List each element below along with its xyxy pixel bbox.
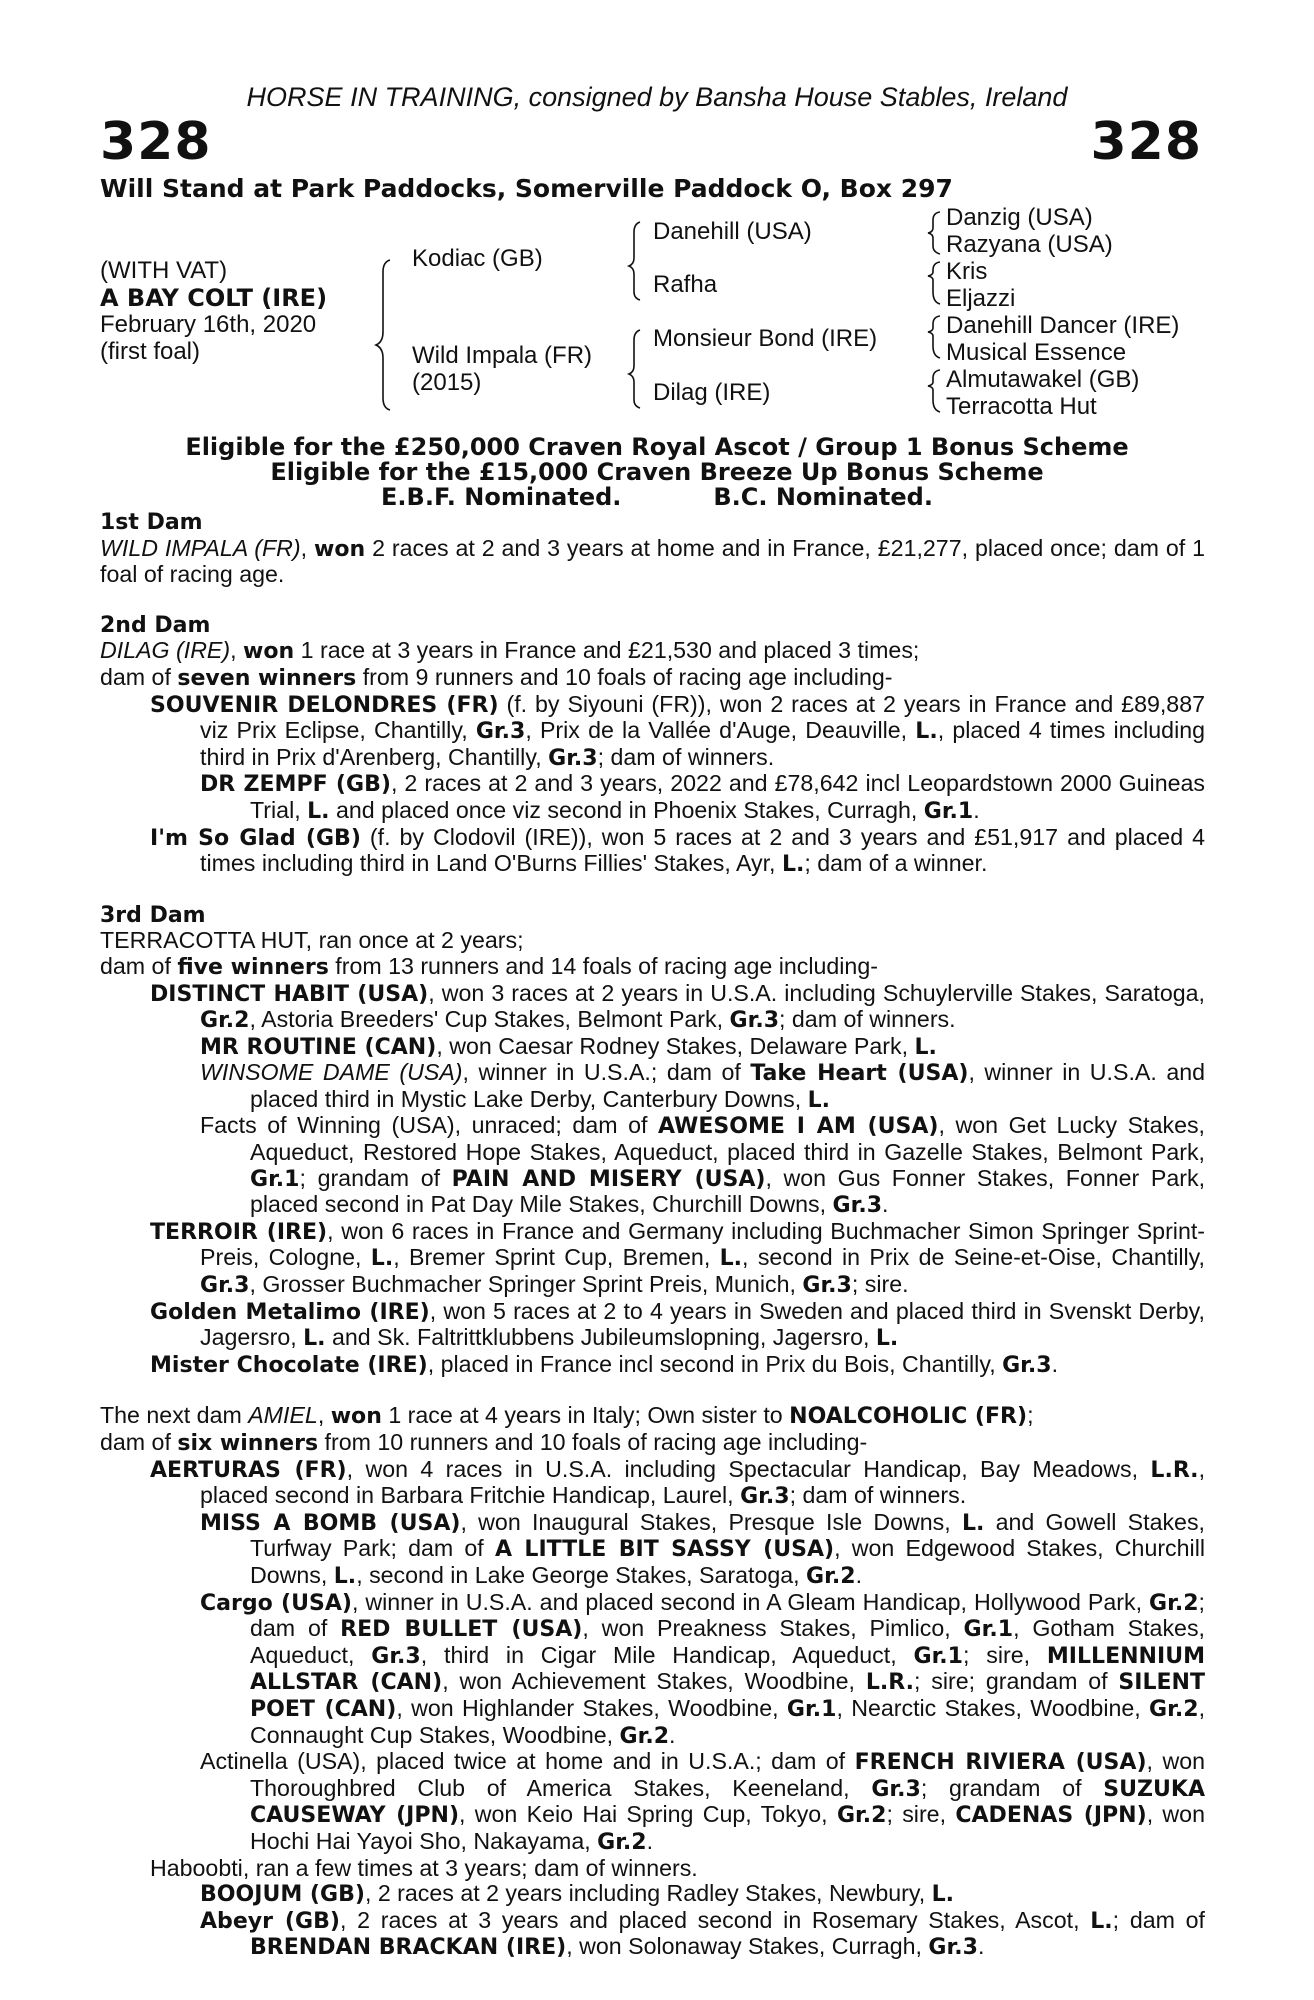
notes-body	[100, 536, 1205, 1961]
pedigree-paragraph: Haboobti, ran a few times at 3 years; dam of winners.	[150, 1854, 698, 1881]
pedigree-paragraph: dam of seven winners from 9 runners and 10 foals of racing age including-	[100, 663, 893, 691]
gen3-8: Terracotta Hut	[946, 393, 1097, 420]
gen3-5: Danehill Dancer (IRE)	[946, 312, 1180, 339]
pedigree-paragraph: DILAG (IRE), won 1 race at 3 years in France and £21,530 and placed 3 times;	[100, 637, 920, 665]
gen3-2: Razyana (USA)	[946, 231, 1113, 258]
gen2-dam-sire: Monsieur Bond (IRE)	[653, 325, 878, 352]
pedigree-paragraph: WILD IMPALA (FR), won 2 races at 2 and 3 years at home and in France, £21,277, placed once; dam of 1 foal of racing age.	[100, 534, 1205, 588]
sire-name: Kodiac (GB)	[412, 245, 543, 272]
lot-number-left: 328	[100, 112, 212, 172]
pedigree-paragraph: MISS A BOMB (USA), won Inaugural Stakes, Presque Isle Downs, L. and Gowell Stakes, Turfway Park; dam of A LITTLE BIT SASSY (USA), won Edgewood Stakes, Churchill Downs, L., second in Lake George Stakes, Saratoga, Gr.2.	[200, 1508, 1206, 1589]
section-heading-1st-dam: 1st Dam	[100, 510, 203, 535]
vat-note: (WITH VAT)	[100, 257, 228, 284]
pedigree-paragraph: dam of five winners from 13 runners and 14 foals of racing age including-	[100, 952, 878, 980]
pedigree-paragraph: Golden Metalimo (IRE), won 5 races at 2 to 4 years in Sweden and placed third in Svenskt Derby, Jagersro, L. and Sk. Faltrittklubbens Jubileumslopning, Jagersro, L.	[150, 1297, 1205, 1352]
pedigree-paragraph: Mister Chocolate (IRE), placed in France incl second in Prix du Bois, Chantilly, Gr.3.	[150, 1350, 1059, 1378]
gen2-sire-dam: Rafha	[653, 271, 718, 298]
gen2-dam-dam: Dilag (IRE)	[653, 379, 771, 406]
eligibility-breeze-up: Eligible for the £15,000 Craven Breeze Up Bonus Scheme	[270, 458, 1044, 486]
pedigree-paragraph: MR ROUTINE (CAN), won Caesar Rodney Stakes, Delaware Park, L.	[200, 1032, 937, 1060]
lot-number-right: 328	[1090, 112, 1202, 172]
pedigree-paragraph: BOOJUM (GB), 2 races at 2 years including Radley Stakes, Newbury, L.	[200, 1880, 955, 1908]
gen3-3: Kris	[946, 258, 988, 285]
pedigree-paragraph: TERROIR (IRE), won 6 races in France and Germany including Buchmacher Simon Springer Sprint-Preis, Cologne, L., Bremer Sprint Cup, Bremen, L., second in Prix de Seine-et-Oise, Chantilly, Gr.3, Grosser Buchmacher Springer Sprint Preis, Munich, Gr.3; sire.	[150, 1217, 1206, 1299]
gen2-sire-sire: Danehill (USA)	[653, 218, 812, 245]
pedigree-paragraph: WINSOME DAME (USA), winner in U.S.A.; dam of Take Heart (USA), winner in U.S.A. and placed third in Mystic Lake Derby, Canterbury Downs, L.	[200, 1059, 1206, 1113]
paragraph-spacer	[100, 878, 1205, 903]
pedigree-paragraph: Cargo (USA), winner in U.S.A. and placed second in A Gleam Handicap, Hollywood Park, Gr.2; dam of RED BULLET (USA), won Preakness Stakes, Pimlico, Gr.1, Gotham Stakes, Aqueduct, Gr.3, third in Cigar Mile Handicap, Aqueduct, Gr.1; sire, MILLENNIUM ALLSTAR (CAN), won Achievement Stakes, Woodbine, L.R.; sire; grandam of SILENT POET (CAN), won Highlander Stakes, Woodbine, Gr.1, Nearctic Stakes, Woodbine, Gr.2, Connaught Cup Stakes, Woodbine, Gr.2.	[200, 1588, 1206, 1749]
nominations: E.B.F. Nominated. B.C. Nominated.	[381, 483, 933, 511]
gen3-7: Almutawakel (GB)	[946, 366, 1140, 393]
pedigree-paragraph: Facts of Winning (USA), unraced; dam of AWESOME I AM (USA), won Get Lucky Stakes, Aqueduct, Restored Hope Stakes, Aqueduct, placed third in Gazelle Stakes, Belmont Park, Gr.1; grandam of PAIN AND MISERY (USA), won Gus Fonner Stakes, Fonner Park, placed second in Pat Day Mile Stakes, Churchill Downs, Gr.3.	[200, 1112, 1206, 1219]
gen3-4: Eljazzi	[946, 285, 1016, 312]
eligibility-royal-ascot: Eligible for the £250,000 Craven Royal Ascot / Group 1 Bonus Scheme	[185, 433, 1129, 461]
pedigree-paragraph: dam of six winners from 10 runners and 10 foals of racing age including-	[100, 1429, 868, 1456]
paragraph-spacer	[100, 588, 1205, 613]
foal-note: (first foal)	[100, 338, 201, 365]
dam-name: Wild Impala (FR)	[412, 342, 593, 369]
pedigree-paragraph: DR ZEMPF (GB), 2 races at 2 and 3 years, 2022 and £78,642 incl Leopardstown 2000 Guineas Trial, L. and placed once viz second in Phoenix Stakes, Curragh, Gr.1.	[200, 770, 1205, 824]
section-heading: 2nd Dam	[100, 612, 211, 638]
pedigree-paragraph: Abeyr (GB), 2 races at 3 years and placed second in Rosemary Stakes, Ascot, L.; dam of BRENDAN BRACKAN (IRE), won Solonaway Stakes, Curragh, Gr.3.	[200, 1906, 1205, 1961]
pedigree-paragraph: TERRACOTTA HUT, ran once at 2 years;	[100, 927, 524, 954]
pedigree-paragraph: I'm So Glad (GB) (f. by Clodovil (IRE)), won 5 races at 2 and 3 years and £51,917 and placed 4 times including third in Land O'Burns Fillies' Stakes, Ayr, L.; dam of a winner.	[150, 823, 1205, 878]
pedigree-paragraph: SOUVENIR DELONDRES (FR) (f. by Siyouni (FR)), won 2 races at 2 years in France and £89,887 viz Prix Eclipse, Chantilly, Gr.3, Prix de la Vallée d'Auge, Deauville, L., placed 4 times including third in Prix d'Arenberg, Chantilly, Gr.3; dam of winners.	[150, 690, 1206, 771]
horse-name: A BAY COLT (IRE)	[100, 284, 328, 312]
paragraph-spacer	[100, 1378, 1205, 1403]
stand-location: Will Stand at Park Paddocks, Somerville Paddock O, Box 297	[100, 174, 953, 203]
dam-year: (2015)	[412, 369, 482, 396]
pedigree-paragraph: Actinella (USA), placed twice at home and in U.S.A.; dam of FRENCH RIVIERA (USA), won Thoroughbred Club of America Stakes, Keeneland, Gr.3; grandam of SUZUKA CAUSEWAY (JPN), won Keio Hai Spring Cup, Tokyo, Gr.2; sire, CADENAS (JPN), won Hochi Hai Yayoi Sho, Nakayama, Gr.2.	[200, 1748, 1206, 1855]
pedigree-paragraph: The next dam AMIEL, won 1 race at 4 years in Italy; Own sister to NOALCOHOLIC (FR);	[100, 1402, 1034, 1430]
pedigree-paragraph: DISTINCT HABIT (USA), won 3 races at 2 years in U.S.A. including Schuylerville Stakes, Saratoga, Gr.2, Astoria Breeders' Cup Stakes, Belmont Park, Gr.3; dam of winners.	[150, 979, 1205, 1034]
gen3-6: Musical Essence	[946, 339, 1127, 366]
foaling-date: February 16th, 2020	[100, 311, 317, 338]
pedigree-paragraph: AERTURAS (FR), won 4 races in U.S.A. including Spectacular Handicap, Bay Meadows, L.R., placed second in Barbara Fritchie Handicap, Laurel, Gr.3; dam of winners.	[150, 1455, 1206, 1510]
pedigree-notes	[100, 510, 1205, 1961]
gen3-1: Danzig (USA)	[946, 204, 1093, 231]
consignor-header: HORSE IN TRAINING, consigned by Bansha House Stables, Ireland	[246, 82, 1068, 112]
section-heading: 3rd Dam	[100, 902, 206, 928]
